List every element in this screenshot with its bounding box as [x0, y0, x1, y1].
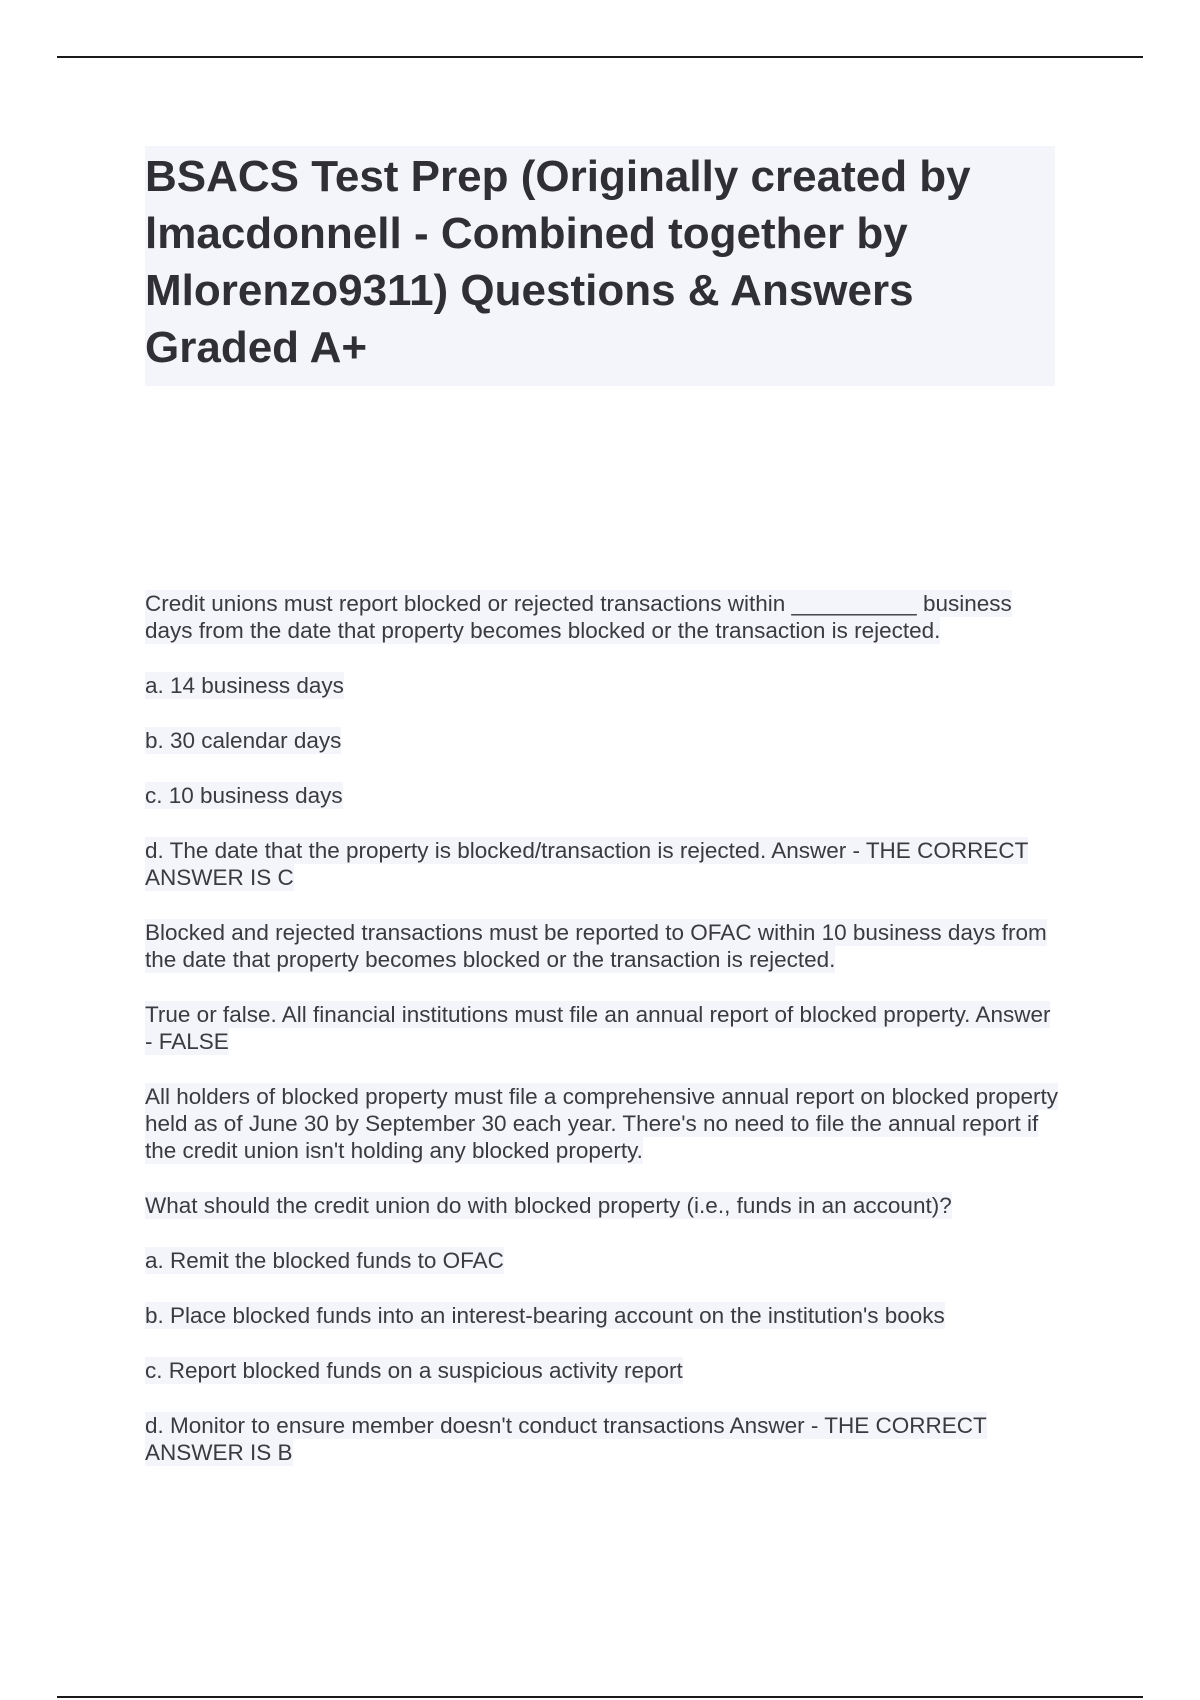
question-3-option-a — [145, 1247, 1060, 1274]
header-rule — [57, 56, 1143, 58]
question-3-text — [145, 1192, 1060, 1219]
question-3-option-c — [145, 1357, 1060, 1384]
option-d-span: d. The date that the property is blocked/transaction is rejected. Answer - THE CORRECT ANSWER IS C — [145, 838, 1029, 890]
question-1-text — [145, 590, 1060, 644]
question-1-option-a — [145, 672, 1060, 699]
option-c-span: c. 10 business days — [145, 783, 343, 808]
explanation-2-span: All holders of blocked property must file a comprehensive annual report on blocked property held as of June 30 by September 30 each year. There's no need to file the annual report if the credit union isn't holding any blocked property. — [145, 1084, 1058, 1163]
question-1-span: Credit unions must report blocked or rejected transactions within __________ business days from the date that property becomes blocked or the transaction is rejected. — [145, 591, 1012, 643]
question-1-explanation — [145, 919, 1060, 973]
title-highlight — [145, 146, 1055, 386]
question-3-option-d-answer — [145, 1412, 1060, 1466]
option-a-span: a. 14 business days — [145, 673, 344, 698]
option-a-span: a. Remit the blocked funds to OFAC — [145, 1248, 504, 1273]
question-1-option-c — [145, 782, 1060, 809]
option-b-span: b. 30 calendar days — [145, 728, 342, 753]
question-1-option-d-answer — [145, 837, 1060, 891]
option-c-span: c. Report blocked funds on a suspicious activity report — [145, 1358, 683, 1383]
question-3-option-b — [145, 1302, 1060, 1329]
option-b-span: b. Place blocked funds into an interest-bearing account on the institution's books — [145, 1303, 945, 1328]
question-2-text — [145, 1001, 1060, 1055]
question-3-span: What should the credit union do with blocked property (i.e., funds in an account)? — [145, 1193, 952, 1218]
question-1-option-b — [145, 727, 1060, 754]
document-title: BSACS Test Prep (Originally created by lmacdonnell - Combined together by Mlorenzo9311) Questions & Answers Graded A+ — [145, 152, 971, 372]
question-2-span: True or false. All financial institutions must file an annual report of blocked property. Answer - FALSE — [145, 1002, 1051, 1054]
option-d-span: d. Monitor to ensure member doesn't conduct transactions Answer - THE CORRECT ANSWER IS B — [145, 1413, 987, 1465]
footer-rule — [57, 1696, 1143, 1698]
explanation-span: Blocked and rejected transactions must be reported to OFAC within 10 business days from the date that property becomes blocked or the transaction is rejected. — [145, 920, 1047, 972]
document-header — [145, 146, 1060, 386]
document-body — [145, 590, 1060, 1494]
question-2-explanation — [145, 1083, 1060, 1164]
